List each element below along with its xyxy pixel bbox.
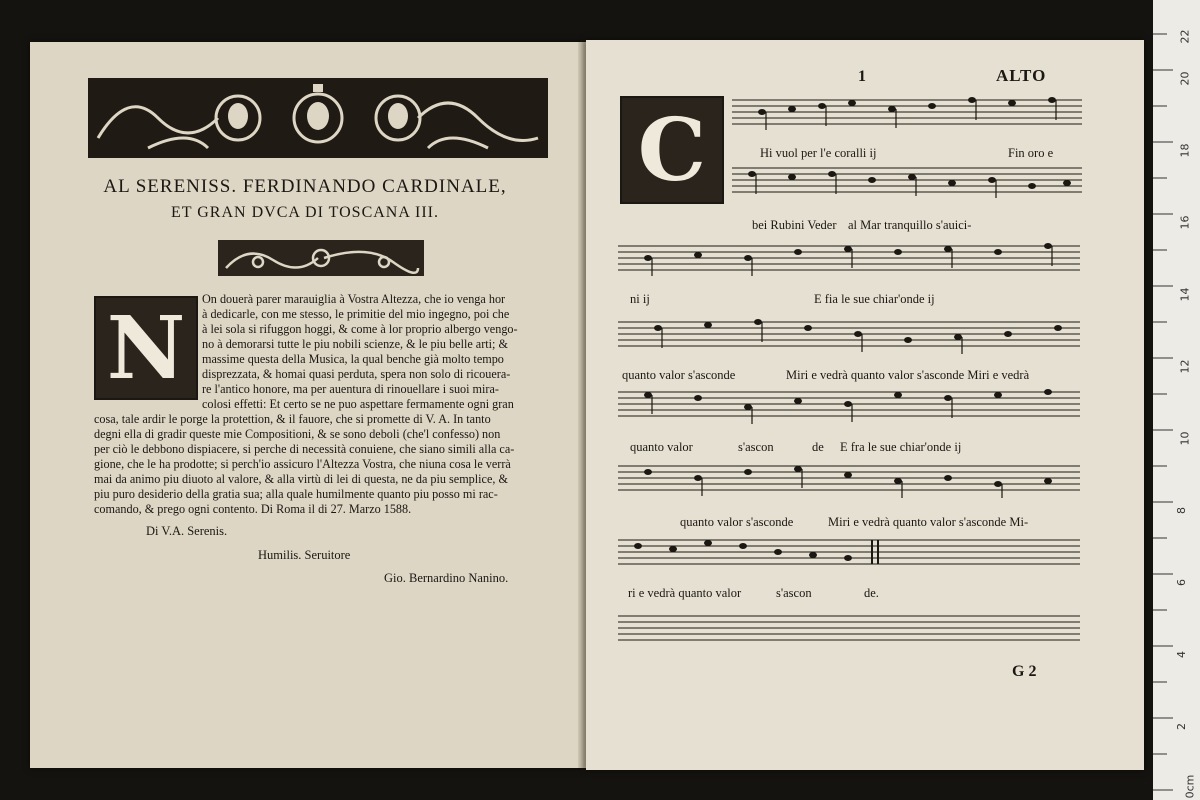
lyric-line: E fia le sue chiar'onde ij bbox=[814, 292, 935, 306]
dedication-text-line: massime questa della Musica, la qual benche già molto tempo bbox=[202, 352, 504, 366]
ruler-number: 4 bbox=[1175, 651, 1188, 658]
ornamental-fleuron bbox=[218, 240, 424, 276]
ruler-number: 6 bbox=[1175, 579, 1188, 586]
ruler-number: 20 bbox=[1178, 71, 1192, 86]
music-staff-6 bbox=[618, 460, 1080, 500]
ornamental-headpiece bbox=[88, 78, 548, 158]
music-staff-7 bbox=[618, 534, 1080, 574]
ruler-number: 16 bbox=[1178, 215, 1192, 230]
lyric-line: quanto valor s'asconde bbox=[680, 515, 794, 529]
lyric-line: ri e vedrà quanto valor bbox=[628, 586, 742, 600]
ruler-ticks bbox=[1153, 0, 1200, 800]
music-staff-empty bbox=[618, 610, 1080, 650]
dedication-text-line: comando, & prego ogni contento. Di Roma il di 27. Marzo 1588. bbox=[94, 502, 412, 516]
dedication-heading-line1: AL SERENISS. FERDINANDO CARDINALE, bbox=[103, 176, 507, 197]
dedication-text-line: On douerà parer marauiglia à Vostra Altezza, che io venga hor bbox=[202, 292, 506, 306]
dedication-text-line: à lei sola si rifuggon hoggi, & come à lor proprio albergo vengo- bbox=[202, 322, 518, 336]
lyric-line: ni ij bbox=[630, 292, 650, 306]
dedication-text-line: piu puro desiderio della gratia sua; alla quale humilmente quanto piu posso mi rac- bbox=[94, 487, 498, 501]
drop-cap-n bbox=[94, 296, 198, 400]
dedication-text-line: re l'antico honore, ma per auentura di rinouellare i suoi mira- bbox=[202, 382, 499, 396]
ruler-number: 18 bbox=[1178, 143, 1192, 158]
signature-mark: G 2 bbox=[1012, 663, 1037, 680]
lyric-line: Fin oro e bbox=[1008, 146, 1054, 160]
ruler-number: 22 bbox=[1178, 29, 1192, 44]
voice-part-name: ALTO bbox=[996, 66, 1047, 85]
music-staff-5 bbox=[618, 386, 1080, 426]
signature: Gio. Bernardino Nanino. bbox=[384, 571, 509, 585]
music-staff-1 bbox=[732, 94, 1082, 134]
closing: Humilis. Seruitore bbox=[258, 548, 351, 562]
ruler-number: 12 bbox=[1178, 359, 1192, 374]
dedication-text-line: gione, che le ha prodotte; si perch'io assicuro l'Altezza Vostra, che niuna cosa le verrà bbox=[94, 457, 511, 471]
dedication-text-line: à dedicarle, con me stesso, le primitie del mio ingegno, poi che bbox=[202, 307, 510, 321]
lyric-line: de bbox=[812, 440, 824, 454]
lyric-line: al Mar tranquillo s'auici- bbox=[848, 218, 972, 232]
lyric-line: Hi vuol per l'e coralli ij bbox=[760, 146, 877, 160]
drop-cap-c bbox=[620, 96, 724, 204]
lyric-line: quanto valor s'asconde bbox=[622, 368, 736, 382]
lyric-line: Miri e vedrà quanto valor s'asconde Miri e vedrà bbox=[786, 368, 1030, 382]
lyric-line: E fra le sue chiar'onde ij bbox=[840, 440, 962, 454]
drop-cap-letter: C bbox=[637, 99, 707, 201]
ruler-number: 10 bbox=[1178, 431, 1192, 446]
lyric-line: s'ascon bbox=[776, 586, 812, 600]
ruler-number: 8 bbox=[1175, 507, 1188, 514]
dedication-text-line: degni ella di gradir queste mie Compositioni, & se sono deboli (che'l confesso) non bbox=[94, 427, 501, 441]
ruler-number: 0cm bbox=[1183, 774, 1197, 799]
ruler-number: 2 bbox=[1175, 723, 1188, 730]
lyric-line: quanto valor bbox=[630, 440, 693, 454]
lyric-line: Miri e vedrà quanto valor s'asconde Mi- bbox=[828, 515, 1029, 529]
music-staff-3 bbox=[618, 240, 1080, 280]
dedication-text-line: mai da animo piu diuoto al valore, & alla virtù di lei di questa, ne da piu semplice, & bbox=[94, 472, 508, 486]
lyric-line: de. bbox=[864, 586, 879, 600]
drop-cap-letter: N bbox=[106, 297, 186, 399]
dedication-text-line: per ciò le debbono dispiacere, si perche di necessità conuiene, che siano simili alla ca- bbox=[94, 442, 515, 456]
salutation: Di V.A. Serenis. bbox=[146, 524, 228, 538]
dedication-text-line: cosa, tale ardir le porge la protettion, & il fauore, che si promette di V. A. In tanto bbox=[94, 412, 491, 426]
dedication-text-line: colosi effetti: Et certo se ne puo aspettare fermamente ogni gran bbox=[202, 397, 514, 411]
lyric-line: s'ascon bbox=[738, 440, 774, 454]
lyric-line: bei Rubini Veder bbox=[752, 218, 837, 232]
dedication-text-line: no à demorarsi tutte le piu nobili scienze, & le piu belle arti; & bbox=[202, 337, 508, 351]
dedication-text-line: disprezzata, & homai quasi perduta, spera non solo di ricouera- bbox=[202, 367, 511, 381]
music-staff-4 bbox=[618, 316, 1080, 356]
page-number: 1 bbox=[858, 68, 866, 85]
dedication-heading-line2: ET GRAN DVCA DI TOSCANA III. bbox=[170, 204, 439, 221]
music-staff-2 bbox=[732, 162, 1082, 202]
ruler-number: 14 bbox=[1178, 287, 1192, 302]
